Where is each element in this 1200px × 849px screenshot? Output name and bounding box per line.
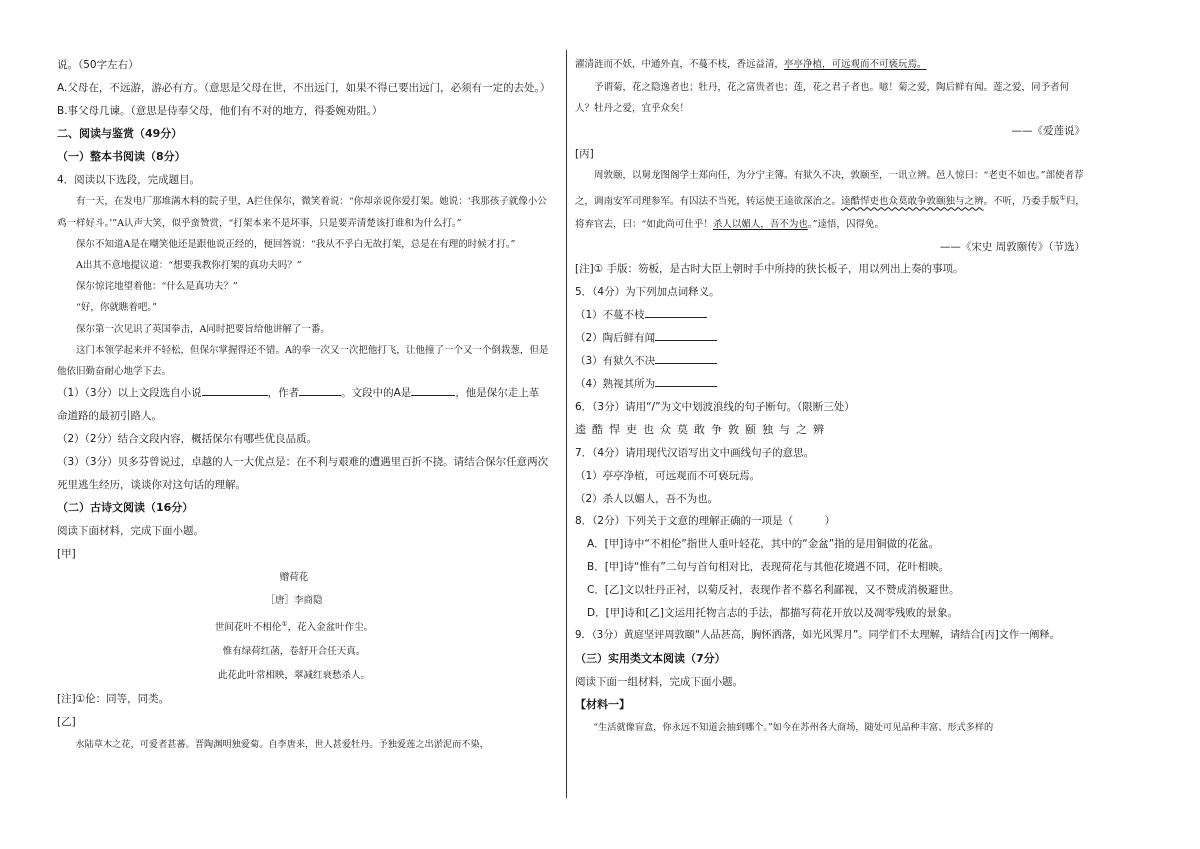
question-5: 5．（4分）为下列加点词释义。	[575, 286, 720, 299]
passage-paragraph: 保尔不知道A是在嘲笑他还是跟他说正经的，便回答说：“我从不乎白无故打架，总是在有理的时候才打。”	[76, 238, 516, 250]
material-1-label: 【材料一】	[575, 697, 630, 711]
answer-blank[interactable]	[645, 305, 707, 318]
material-1-passage: “生活就像盲盒，你永远不知道会抽到哪个。”如今在苏州各大商场，随处可见品种丰富、形式多样的	[593, 721, 994, 733]
left-column	[57, 54, 555, 756]
poem-author: ［唐］李商隐	[265, 595, 323, 607]
passage-paragraph: A出其不意地提议道：“想要我教你打架的真功夫吗？”	[76, 260, 302, 272]
label-bing: [丙]	[575, 147, 594, 160]
poem-line: 此花此叶常相映，翠减红衰愁杀人。	[217, 669, 370, 681]
right-column	[575, 54, 1085, 738]
question-4-1: （1）（3分）以上文段选自小说 ，作者 。文段中的A是 ，他是保尔走上革	[57, 382, 555, 405]
question-7-2: （2）杀人以媚人，吾不为也。	[575, 492, 719, 505]
note-shouban: [注]① 手版：笏板，是古时大臣上朝时手中所持的狭长板子，用以列出上奏的事项。	[575, 263, 964, 276]
option-b: B.事父母几谏。（意思是侍奉父母，他们有不对的地方，得委婉劝阻。）	[57, 104, 383, 117]
poem-title: 赠荷花	[279, 571, 309, 583]
answer-blank[interactable]	[655, 351, 717, 364]
source-ailianshuo: ——《爱莲说》	[1011, 124, 1085, 137]
underlined-sentence: 亭亭净植，可远观而不可亵玩焉。	[784, 59, 927, 70]
question-8-option-a: A．[甲]诗中“不相伦”指世人重叶轻花，其中的“金盆”指的是用铜做的花盆。	[587, 538, 940, 551]
question-4: 4．阅读以下选段，完成题目。	[57, 173, 201, 186]
option-a: A.父母在，不远游，游必有方。（意思是父母在世，不出远门，如果不得已要出远门，必须有一定的去处。）	[57, 81, 551, 94]
question-5-1: （1）不蔓不枝	[575, 304, 1085, 327]
novel-passage	[57, 191, 555, 382]
question-7: 7．（4分）请用现代汉语写出文中画线句子的意思。	[575, 446, 815, 459]
wavy-sentence: 逵酷悍吏也众莫敢争敦颐独与之辨	[841, 196, 984, 208]
question-4-3: （3）（3分）贝多芬曾说过，卓越的人一大优点是：在不利与艰难的遭遇里百折不挠。请结合保尔任意两次死里逃生经历，谈谈你对这句话的理解。	[57, 455, 549, 491]
question-tail: 说。（50字左右）	[57, 59, 139, 71]
question-8-option-c: C．[乙]文以牡丹正衬，以菊反衬，表现作者不慕名利鄙视，又不赞成消极避世。	[587, 584, 960, 597]
passage-paragraph: “好，你就瞧着吧。”	[76, 302, 157, 314]
question-6: 6．（3分）请用“/”为文中划波浪线的句子断句。（限断三处）	[575, 400, 855, 413]
question-9: 9．（3分）黄庭坚评周敦颐“人品甚高，胸怀洒落，如光风霁月”。同学们不太理解，请结合[丙]文作一阐释。	[575, 629, 1060, 641]
underlined-sentence: 杀人以媚人，吾不为也	[712, 218, 808, 230]
poem-line: 世间花叶不相伦①，花入金盆叶作尘。	[214, 620, 374, 634]
subsection-classical: （二）古诗文阅读（16分）	[57, 500, 194, 514]
poem-line: 惟有绿荷红菡，卷舒开合任天真。	[222, 646, 366, 658]
question-5-3: （3）有狱久不决	[575, 350, 1085, 373]
section-reading-title: 二、阅读与鉴赏（49分）	[57, 126, 183, 140]
question-8-option-b: B．[甲]诗“惟有”二句与首句相对比，表现荷花与其他花境遇不同，花叶相映。	[587, 561, 950, 574]
passage-paragraph: 保尔惊诧地望着他：“什么是真功夫？”	[76, 281, 238, 293]
poem-note: [注]①伦：同等，同类。	[57, 692, 170, 705]
ailian-passage-start: 水陆草木之花，可爱者甚蕃。晋陶渊明独爱菊。自李唐来，世人甚爱牡丹。予独爱莲之出淤泥而不染，	[75, 739, 489, 751]
zhoudunyi-passage: 周敦颐，以舅龙图阁学士郑向任，为分宁主簿。有狱久不决，敦颐至，一讯立辨。邑人惊曰：“老吏不如也。”部使者荐之，调南安军司理参军。有囚法不当死，转运使王逵欲深治之。逵酷悍吏也众莫敢争敦颐独与之辨。不听，乃委手版①归，将弃官去，曰：“如此尚可仕乎！杀人以媚人，吾不为也。”逵悟，囚得免。	[575, 170, 1085, 230]
ailian-passage-cont: 濯清涟而不妖，中通外直，不蔓不枝，香远益清，亭亭净植，可远观而不可亵玩焉。 予谓菊，花之隐逸者也；牡丹，花之富贵者也；莲，花之君子者也。噫！菊之爱，陶后鲜有闻。莲之爱，同予者何人？牡丹之爱，宜乎众矣！	[575, 59, 1070, 115]
question-4-2: （2）（2分）结合文段内容，概括保尔有哪些优良品质。	[57, 433, 318, 446]
question-7-1: （1）亭亭净植，可远观而不可亵玩焉。	[575, 469, 761, 482]
reading-intro: 阅读下面材料，完成下面小题。	[57, 524, 204, 537]
subsection-whole-book: （一）整本书阅读（8分）	[57, 149, 186, 163]
answer-blank[interactable]	[411, 383, 455, 396]
answer-blank[interactable]	[655, 374, 717, 387]
poem-block	[57, 566, 555, 688]
answer-blank[interactable]	[299, 383, 341, 396]
label-yi: [乙]	[57, 715, 76, 728]
column-divider	[566, 50, 567, 798]
question-8: 8．（2分）下列关于文意的理解正确的一项是（ ）	[575, 515, 836, 528]
answer-blank[interactable]	[202, 383, 268, 396]
question-5-4: （4）熟视其所为	[575, 373, 1085, 396]
question-4-1-cont: 命道路的最初引路人。	[57, 410, 162, 423]
answer-blank[interactable]	[655, 328, 717, 341]
passage-paragraph: 保尔第一次见识了英国拳击，A同时把要旨给他讲解了一番。	[76, 323, 330, 335]
question-5-2: （2）陶后鲜有闻	[575, 327, 1085, 350]
source-songshi: ——《宋史 周敦颐传》（节选）	[939, 240, 1085, 253]
reading-intro-3: 阅读下面一组材料，完成下面小题。	[575, 675, 743, 688]
passage-paragraph: 这门本领学起来并不轻松，但保尔掌握得还不错。A的拳一次又一次把他打飞，让他撞了一个又一个倒栽葱，但是他依旧勤奋耐心地学下去。	[57, 344, 549, 378]
question-6-text: 逵酷悍吏也众莫敢争敦颐独与之辨	[575, 422, 830, 436]
question-8-option-d: D．[甲]诗和[乙]文运用托物言志的手法，都描写荷花开放以及凋零残败的景象。	[587, 607, 958, 620]
label-jia: [甲]	[57, 547, 76, 560]
passage-paragraph: 有一天，在发电厂那堆满木料的院子里，A拦住保尔，微笑着说：“你却亲说你爱打架。她说：‘我那孩子就像小公鸡一样好斗。’”A认声大笑，似乎蛮赞赏，“打架本来不是坏事，只是要弄清楚该打谁和为什么打。”	[57, 196, 547, 229]
subsection-practical: （三）实用类文本阅读（7分）	[575, 651, 726, 665]
